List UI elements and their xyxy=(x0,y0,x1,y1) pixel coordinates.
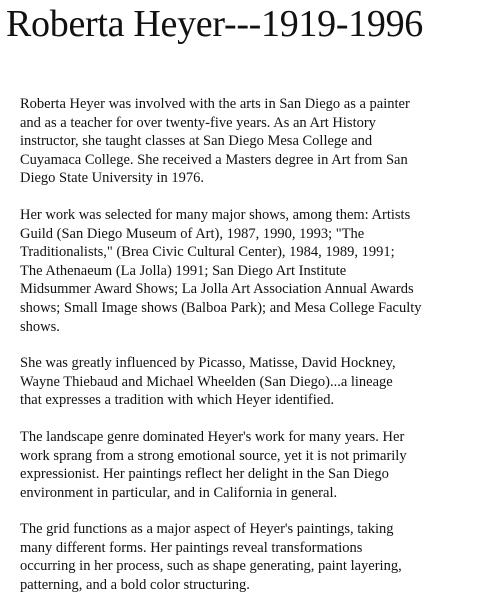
text-line: Midsummer Award Shows; La Jolla Art Association Annual Awards xyxy=(20,281,414,298)
text-line: Guild (San Diego Museum of Art), 1987, 1990, 1993; "The xyxy=(20,225,365,242)
text-line: shows; Small Image shows (Balboa Park); and Mesa College Faculty xyxy=(20,299,422,316)
text-line: Roberta Heyer was involved with the arts in San Diego as a painter xyxy=(20,96,410,112)
text-line: environment in particular, and in California in general. xyxy=(20,484,338,501)
paragraph-career xyxy=(20,95,470,188)
text-line: work sprang from a strong emotional source, yet it is not primarily xyxy=(20,447,407,464)
text-line: and as a teacher for over twenty-five years. As an Art History xyxy=(20,114,376,131)
paragraph-shows xyxy=(20,206,470,336)
paragraph-influences xyxy=(20,354,470,410)
text-line: Her work was selected for many major shows, among them: Artists xyxy=(20,206,411,223)
biography-text xyxy=(20,95,470,613)
text-line: The Athenaeum (La Jolla) 1991; San Diego Art Institute xyxy=(20,262,347,279)
text-line: Diego State University in 1976. xyxy=(20,170,205,187)
text-line: The grid functions as a major aspect of Heyer's paintings, taking xyxy=(20,521,394,538)
paragraph-landscape xyxy=(20,428,470,502)
text-line: that expresses a tradition with which Heyer identified. xyxy=(20,392,335,409)
text-line: Cuyamaca College. She received a Masters degree in Art from San xyxy=(20,151,408,168)
text-line: Wayne Thiebaud and Michael Wheelden (San Diego)...a lineage xyxy=(20,373,393,390)
text-line: occurring in her process, such as shape generating, paint layering, xyxy=(20,558,402,575)
text-line: shows. xyxy=(20,318,60,335)
text-line: She was greatly influenced by Picasso, Matisse, David Hockney, xyxy=(20,355,396,372)
paragraph-grid xyxy=(20,520,470,594)
page-title: Roberta Heyer---1919-1996 xyxy=(6,3,423,45)
text-line: Traditionalists," (Brea Civic Cultural Center), 1984, 1989, 1991; xyxy=(20,244,395,261)
text-line: expressionist. Her paintings reflect her delight in the San Diego xyxy=(20,466,389,483)
text-line: instructor, she taught classes at San Diego Mesa College and xyxy=(20,133,373,150)
text-line: many different forms. Her paintings reveal transformations xyxy=(20,539,363,556)
text-line: patterning, and a bold color structuring. xyxy=(20,577,250,594)
text-line: The landscape genre dominated Heyer's work for many years. Her xyxy=(20,428,405,445)
